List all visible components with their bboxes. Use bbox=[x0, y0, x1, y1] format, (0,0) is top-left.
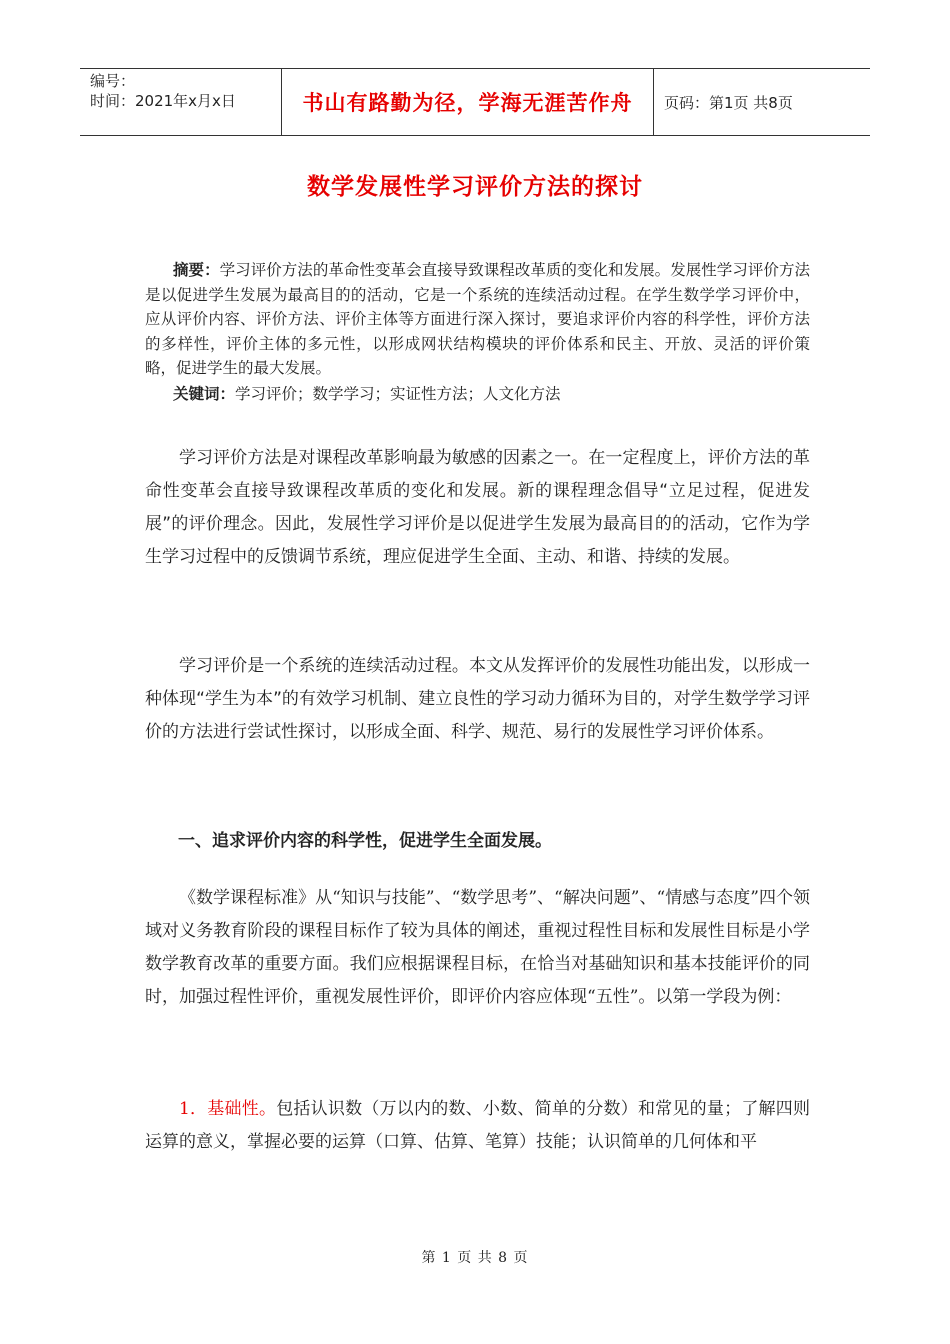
keywords-text: 学习评价；数学学习；实证性方法；人文化方法 bbox=[235, 385, 561, 403]
number-label: 编号： bbox=[90, 72, 136, 90]
keywords-label: 关键词： bbox=[173, 385, 236, 403]
body-paragraph-3: 《数学课程标准》从“知识与技能”、“数学思考”、“解决问题”、“情感与态度”四个领域对义务教育阶段的课程目标作了较为具体的阐述，重视过程性目标和发展性目标是小学数学教育改革的重要方面。我们应根据课程目标，在恰当对基础知识和基本技能评价的同时，加强过程性评价，重视发展性评价，即评价内容应体现“五性”。以第一学段为例： bbox=[145, 888, 810, 1007]
header-motto: 书山有路勤为径，学海无涯苦作舟 bbox=[282, 69, 654, 135]
header-table bbox=[80, 68, 870, 136]
header-page-info: 页码：第1页 共8页 bbox=[664, 93, 793, 112]
document-title: 数学发展性学习评价方法的探讨 bbox=[307, 174, 643, 200]
body-paragraph-2: 学习评价是一个系统的连续活动过程。本文从发挥评价的发展性功能出发，以形成一种体现“学生为本”的有效学习机制、建立良性的学习动力循环为目的，对学生数学学习评价的方法进行尝试性探讨，以形成全面、科学、规范、易行的发展性学习评价体系。 bbox=[145, 656, 810, 742]
body-paragraph-1: 学习评价方法是对课程改革影响最为敏感的因素之一。在一定程度上，评价方法的革命性变革会直接导致课程改革质的变化和发展。新的课程理念倡导“立足过程，促进发展”的评价理念。因此，发展性学习评价是以促进学生发展为最高目的的活动，它作为学生学习过程中的反馈调节系统，理应促进学生全面、主动、和谐、持续的发展。 bbox=[145, 448, 810, 567]
abstract-paragraph bbox=[145, 258, 810, 381]
abstract-text: 学习评价方法的革命性变革会直接导致课程改革质的变化和发展。发展性学习评价方法是以促进学生发展为最高目的的活动，它是一个系统的连续活动过程。在学生数学学习评价中，应从评价内容、评价方法、评价主体等方面进行深入探讨，要追求评价内容的科学性，评价方法的多样性，评价主体的多元性，以形成网状结构模块的评价体系和民主、开放、灵活的评价策略，促进学生的最大发展。 bbox=[145, 261, 810, 378]
page-footer: 第 1 页 共 8 页 bbox=[421, 1250, 529, 1266]
item-label-basic: 1．基础性。 bbox=[179, 1099, 277, 1119]
section-heading-1: 一、追求评价内容的科学性，促进学生全面发展。 bbox=[178, 831, 552, 851]
item-text-basic: 包括认识数（万以内的数、小数、简单的分数）和常见的量；了解四则运算的意义，掌握必要的运算（口算、估算、笔算）技能；认识简单的几何体和平 bbox=[145, 1099, 810, 1152]
body-paragraph-4 bbox=[145, 1093, 810, 1159]
time-label: 时间：2021年x月x日 bbox=[90, 92, 236, 110]
abstract-label: 摘要： bbox=[173, 261, 220, 279]
header-left-cell bbox=[80, 69, 282, 135]
keywords-line bbox=[173, 382, 561, 406]
